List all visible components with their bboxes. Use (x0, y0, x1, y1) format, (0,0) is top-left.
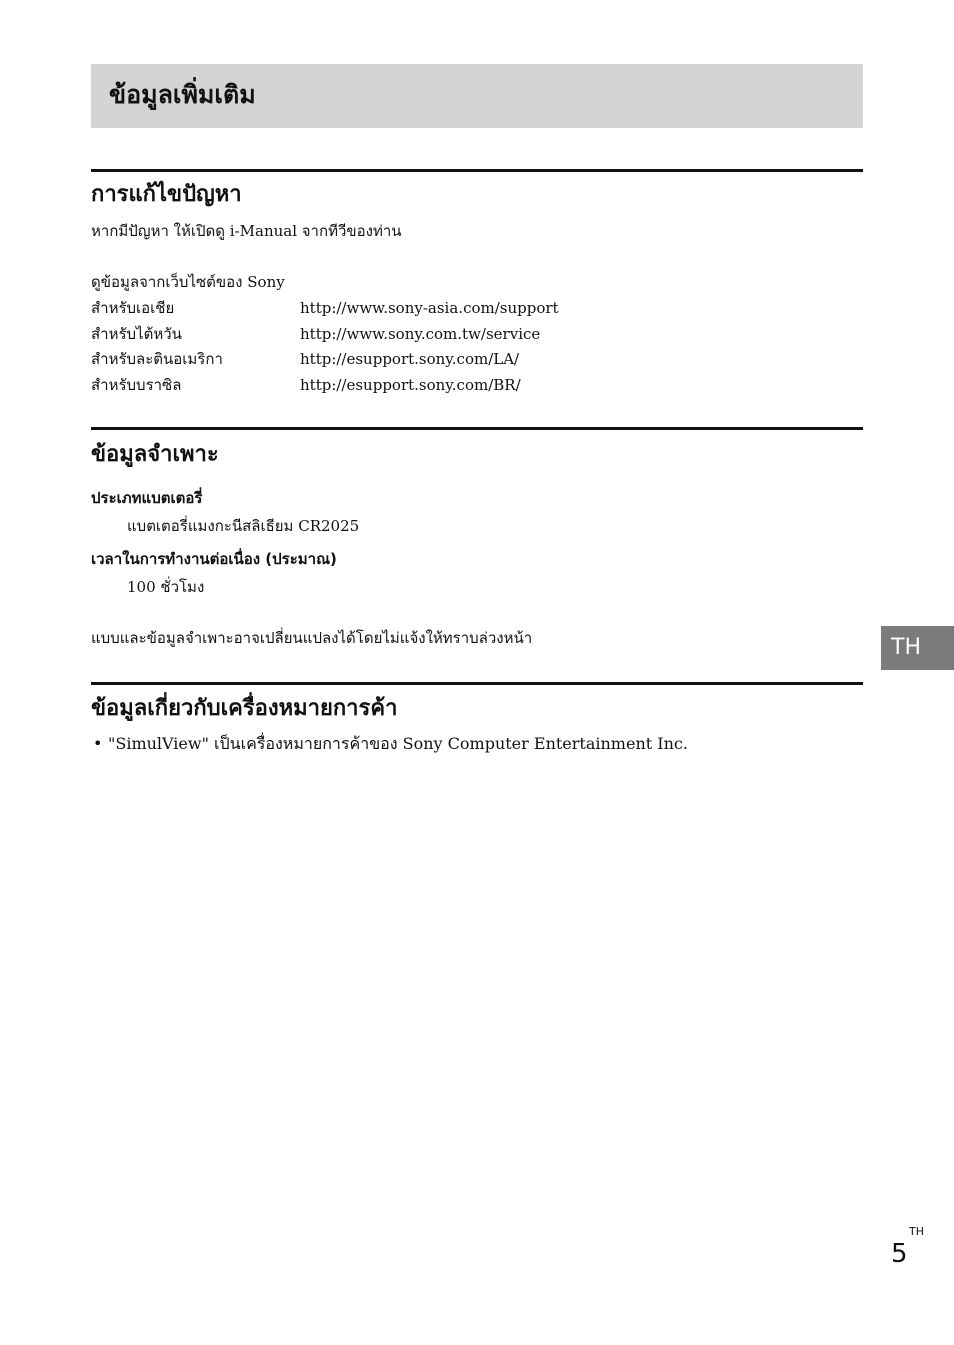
trademarks-heading: ข้อมูลเกี่ยวกับเครื่องหมายการค้า (91, 696, 398, 721)
page-number: 5 (891, 1239, 908, 1269)
support-link-row (91, 323, 691, 349)
region-label: สำหรับไต้หวัน (91, 324, 182, 343)
troubleshooting-intro: หากมีปัญหา ให้เปิดดู i-Manual จากทีวีของท่าน (91, 222, 402, 240)
trademark-item: "SimulView" เป็นเครื่องหมายการค้าของ Sony Computer Entertainment Inc. (108, 734, 688, 753)
region-label: สำหรับละตินอเมริกา (91, 350, 223, 368)
region-label: สำหรับบราซิล (91, 375, 182, 394)
section-divider (91, 427, 863, 430)
support-url[interactable]: http://www.sony.com.tw/service (300, 324, 541, 343)
specifications-heading: ข้อมูลจำเพาะ (91, 442, 219, 467)
banner-title: ข้อมูลเพิ่มเติม (109, 80, 256, 109)
page-number-suffix: TH (909, 1225, 924, 1238)
battery-type-label: ประเภทแบตเตอรี่ (91, 489, 203, 507)
support-link-row (91, 374, 691, 400)
section-divider (91, 169, 863, 172)
runtime-value: 100 ชั่วโมง (127, 578, 205, 596)
region-label: สำหรับเอเชีย (91, 299, 175, 317)
battery-type-value: แบตเตอรี่แมงกะนีสลิเธียม CR2025 (127, 517, 360, 535)
support-url[interactable]: http://esupport.sony.com/BR/ (300, 375, 521, 394)
support-links-list (91, 297, 691, 399)
support-url[interactable]: http://www.sony-asia.com/support (300, 299, 559, 317)
web-support-intro: ดูข้อมูลจากเว็บไซต์ของ Sony (91, 273, 285, 291)
support-url[interactable]: http://esupport.sony.com/LA/ (300, 350, 520, 368)
language-tab: TH (881, 626, 954, 670)
section-banner (91, 64, 863, 128)
support-link-row (91, 348, 691, 374)
bullet-marker: • (93, 734, 103, 753)
section-divider (91, 682, 863, 685)
support-link-row (91, 297, 691, 323)
specifications-notice: แบบและข้อมูลจำเพาะอาจเปลี่ยนแปลงได้โดยไม่แจ้งให้ทราบล่วงหน้า (91, 629, 533, 647)
runtime-label: เวลาในการทำงานต่อเนื่อง (ประมาณ) (91, 550, 337, 568)
troubleshooting-heading: การแก้ไขปัญหา (91, 182, 242, 207)
